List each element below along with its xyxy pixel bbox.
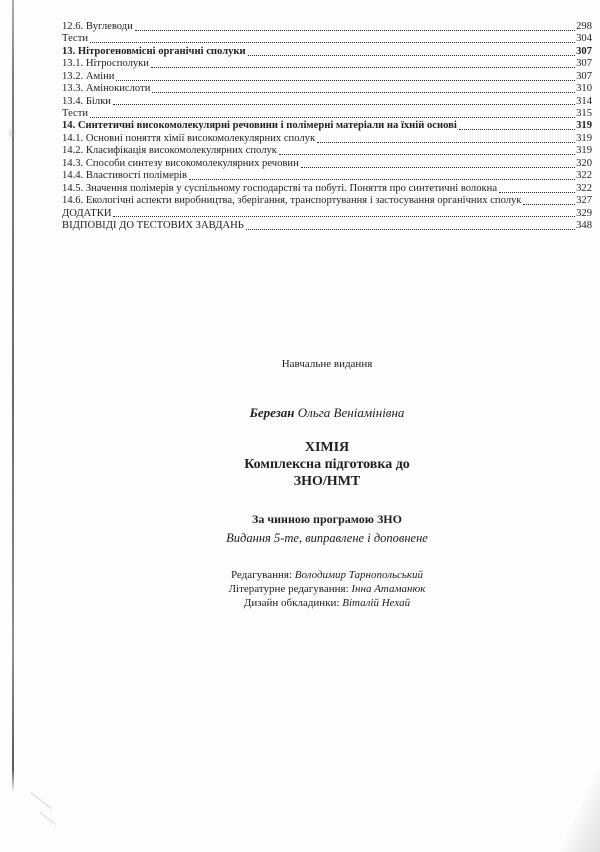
toc-dot-leader (113, 104, 575, 105)
toc-dot-leader (90, 42, 575, 43)
scan-artifact-smudge (7, 126, 17, 140)
toc-dot-leader (499, 192, 575, 193)
credit-role-label: Дизайн обкладинки: (243, 596, 340, 609)
toc-dot-leader (113, 216, 575, 217)
toc-entry (62, 71, 592, 83)
book-title (62, 439, 592, 490)
toc-entry (62, 158, 592, 170)
toc-entry-label: Тести (62, 33, 89, 45)
toc-dot-leader (152, 92, 575, 93)
toc-entry-page-number: 307 (576, 45, 592, 57)
toc-entry-label: ВІДПОВІДІ ДО ТЕСТОВИХ ЗАВДАНЬ (62, 219, 244, 231)
toc-entry-label: 13.1. Нітросполуки (62, 58, 149, 70)
toc-entry-label: 14.1. Основні поняття хімії високомолекулярних сполук (62, 132, 316, 144)
toc-entry-label: 13.4. Білки (62, 95, 111, 107)
toc-entry (62, 108, 592, 120)
toc-entry-page-number: 319 (576, 120, 592, 132)
toc-entry-page-number: 314 (576, 95, 592, 107)
toc-entry (62, 133, 592, 145)
toc-entry (62, 170, 592, 182)
toc-entry-label: 13.3. Амінокислоти (62, 83, 151, 95)
toc-entry-page-number: 304 (576, 33, 592, 45)
toc-entry (62, 145, 592, 157)
credits-block (62, 569, 592, 611)
scan-artifact-left-fold-line (12, 0, 14, 793)
toc-entry (62, 195, 592, 207)
credit-line (62, 597, 592, 611)
toc-dot-leader (135, 30, 575, 31)
author-surname: Березан (249, 405, 295, 420)
toc-entry-label: 13. Нітрогеновмісні органічні сполуки (62, 45, 246, 57)
credit-person-name: Володимир Тарнопольський (294, 569, 424, 581)
toc-entry-page-number: 298 (576, 20, 592, 32)
program-note: За чинною програмою ЗНО (252, 512, 402, 526)
toc-entry-label: 13.2. Аміни (62, 70, 115, 82)
credit-role-label: Літературне редагування: (228, 582, 349, 595)
credit-line (62, 569, 592, 583)
toc-entry (62, 121, 592, 133)
toc-entry (62, 33, 592, 45)
scan-artifact-bottom-right-corner (552, 752, 600, 852)
toc-entry-page-number: 315 (576, 108, 592, 120)
table-of-contents (62, 21, 592, 232)
toc-dot-leader (248, 55, 575, 56)
edition-type-label: Навчальне видання (281, 358, 373, 370)
toc-entry-page-number: 319 (576, 132, 592, 144)
book-title-line-2: Комплексна підготовка до (244, 457, 410, 472)
toc-entry-label: 14. Синтетичні високомолекулярні речовини і полімерні матеріали на їхній основі (62, 120, 457, 132)
toc-entry-page-number: 329 (576, 207, 592, 219)
toc-dot-leader (317, 142, 575, 143)
toc-entry-page-number: 322 (576, 170, 592, 182)
toc-entry-page-number: 320 (576, 157, 592, 169)
toc-entry-page-number: 310 (576, 83, 592, 95)
toc-entry-label: 14.3. Способи синтезу високомолекулярних речовин (62, 157, 299, 169)
toc-entry-label: 14.4. Властивості полімерів (62, 170, 188, 182)
author-given-name: Ольга Веніамінівна (297, 405, 405, 420)
toc-entry (62, 208, 592, 220)
book-title-line-3: ЗНО/НМТ (293, 474, 361, 489)
toc-entry (62, 183, 592, 195)
toc-dot-leader (459, 129, 575, 130)
toc-entry-page-number: 327 (576, 195, 592, 207)
toc-dot-leader (90, 117, 575, 118)
toc-entry-page-number: 307 (576, 70, 592, 82)
credit-line (62, 583, 592, 597)
credit-person-name: Віталій Нехай (342, 596, 411, 609)
toc-entry-label: ДОДАТКИ (62, 207, 112, 219)
toc-entry (62, 46, 592, 58)
toc-dot-leader (151, 67, 575, 68)
toc-entry-label: 14.2. Класифікація високомолекулярних сполук (62, 145, 277, 157)
toc-entry-page-number: 348 (576, 219, 592, 231)
toc-dot-leader (116, 80, 575, 81)
toc-dot-leader (279, 154, 575, 155)
toc-dot-leader (523, 204, 575, 205)
toc-entry (62, 58, 592, 70)
toc-entry-label: 14.5. Значення полімерів у суспільному господарстві та побуті. Поняття про синтетичні волокна (62, 182, 498, 194)
book-title-line-1: ХІМІЯ (304, 440, 350, 455)
edition-note: Видання 5-те, виправлене і доповнене (226, 531, 428, 545)
toc-entry-label: 12.6. Вуглеводи (62, 20, 133, 32)
toc-entry (62, 21, 592, 33)
toc-entry-label: 14.6. Екологічні аспекти виробництва, зберігання, транспортування і застосування органічних сполук (62, 195, 522, 207)
toc-dot-leader (301, 167, 575, 168)
toc-entry (62, 96, 592, 108)
toc-entry (62, 83, 592, 95)
scan-artifact-bottom-left-mark (30, 792, 51, 809)
toc-entry-page-number: 322 (576, 182, 592, 194)
toc-entry-label: Тести (62, 108, 89, 120)
author-name (62, 405, 592, 421)
toc-entry (62, 220, 592, 232)
toc-dot-leader (189, 179, 575, 180)
toc-entry-page-number: 307 (576, 58, 592, 70)
credit-person-name: Інна Атаманюк (351, 582, 426, 595)
toc-entry-page-number: 319 (576, 145, 592, 157)
scan-artifact-bottom-left-mark (40, 812, 56, 825)
toc-dot-leader (246, 229, 575, 230)
credit-role-label: Редагування: (230, 569, 292, 581)
